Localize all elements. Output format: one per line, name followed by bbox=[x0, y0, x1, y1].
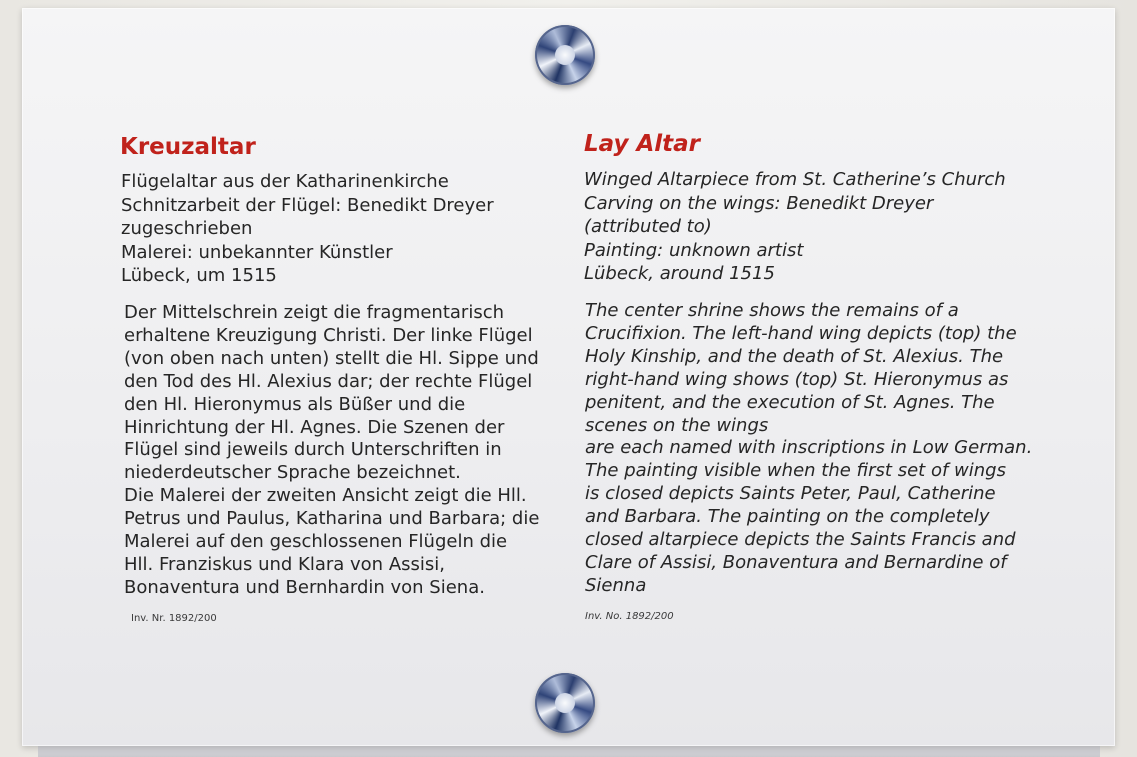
meta-line: Schnitzarbeit der Flügel: Benedikt Dreyer bbox=[121, 194, 494, 216]
meta-line: Flügelaltar aus der Katharinenkirche bbox=[121, 171, 449, 192]
meta-line: Lübeck, around 1515 bbox=[584, 263, 775, 284]
meta-english bbox=[584, 168, 1006, 286]
body-line: (von oben nach unten) stellt die Hl. Sippe und bbox=[124, 347, 539, 369]
inventory-number-english: Inv. No. 1892/200 bbox=[585, 611, 674, 622]
meta-line: (attributed to) bbox=[584, 216, 712, 237]
body-line: Crucifixion. The left-hand wing depicts (top) the bbox=[585, 322, 1017, 344]
mounting-bolt-top bbox=[535, 25, 595, 85]
body-line: Bonaventura und Bernhardin von Siena. bbox=[124, 576, 485, 598]
meta-line: Winged Altarpiece from St. Catherine’s Church bbox=[584, 169, 1006, 190]
body-line: penitent, and the execution of St. Agnes. The bbox=[585, 391, 995, 413]
meta-line: Carving on the wings: Benedikt Dreyer bbox=[584, 192, 934, 214]
body-line: scenes on the wings bbox=[585, 414, 769, 436]
body-line: Flügel sind jeweils durch Unterschriften in bbox=[124, 439, 502, 461]
body-line: niederdeutscher Sprache bezeichnet. bbox=[124, 462, 461, 484]
body-line: right-hand wing shows (top) St. Hieronymus as bbox=[585, 368, 1009, 390]
body-line: The center shrine shows the remains of a bbox=[585, 300, 959, 321]
body-line: Sienna bbox=[585, 574, 647, 596]
meta-german bbox=[121, 170, 494, 288]
body-line: closed altarpiece depicts the Saints Francis and bbox=[585, 529, 1016, 551]
body-line: Der Mittelschrein zeigt die fragmentarisch bbox=[124, 302, 505, 323]
description-english bbox=[585, 300, 1032, 598]
body-line: erhaltene Kreuzigung Christi. Der linke Flügel bbox=[124, 324, 533, 346]
meta-line: Painting: unknown artist bbox=[584, 239, 804, 261]
body-line: Hll. Franziskus und Klara von Assisi, bbox=[124, 553, 445, 575]
meta-line: Malerei: unbekannter Künstler bbox=[121, 241, 393, 263]
body-line: den Hl. Hieronymus als Büßer und die bbox=[124, 393, 466, 415]
body-line: Malerei auf den geschlossenen Flügeln die bbox=[124, 531, 508, 553]
body-line: is closed depicts Saints Peter, Paul, Catherine bbox=[585, 483, 996, 505]
inventory-number-german: Inv. Nr. 1892/200 bbox=[131, 613, 217, 624]
body-line: Holy Kinship, and the death of St. Alexius. The bbox=[585, 345, 1004, 367]
description-german bbox=[124, 302, 539, 600]
meta-line: Lübeck, um 1515 bbox=[121, 265, 277, 286]
body-line: Petrus und Paulus, Katharina und Barbara; die bbox=[124, 508, 540, 530]
mounting-bolt-bottom bbox=[535, 673, 595, 733]
title-english: Lay Altar bbox=[584, 131, 701, 157]
body-line: Clare of Assisi, Bonaventura and Bernardine of bbox=[585, 551, 1007, 573]
body-line: are each named with inscriptions in Low German. bbox=[585, 437, 1033, 459]
body-line: Die Malerei der zweiten Ansicht zeigt die Hll. bbox=[124, 485, 527, 507]
body-line: The painting visible when the first set of wings bbox=[585, 460, 1006, 482]
title-german: Kreuzaltar bbox=[120, 134, 256, 160]
meta-line: zugeschrieben bbox=[121, 218, 253, 239]
body-line: Hinrichtung der Hl. Agnes. Die Szenen der bbox=[124, 416, 505, 438]
body-line: and Barbara. The painting on the completely bbox=[585, 506, 990, 528]
body-line: den Tod des Hl. Alexius dar; der rechte Flügel bbox=[124, 370, 533, 392]
